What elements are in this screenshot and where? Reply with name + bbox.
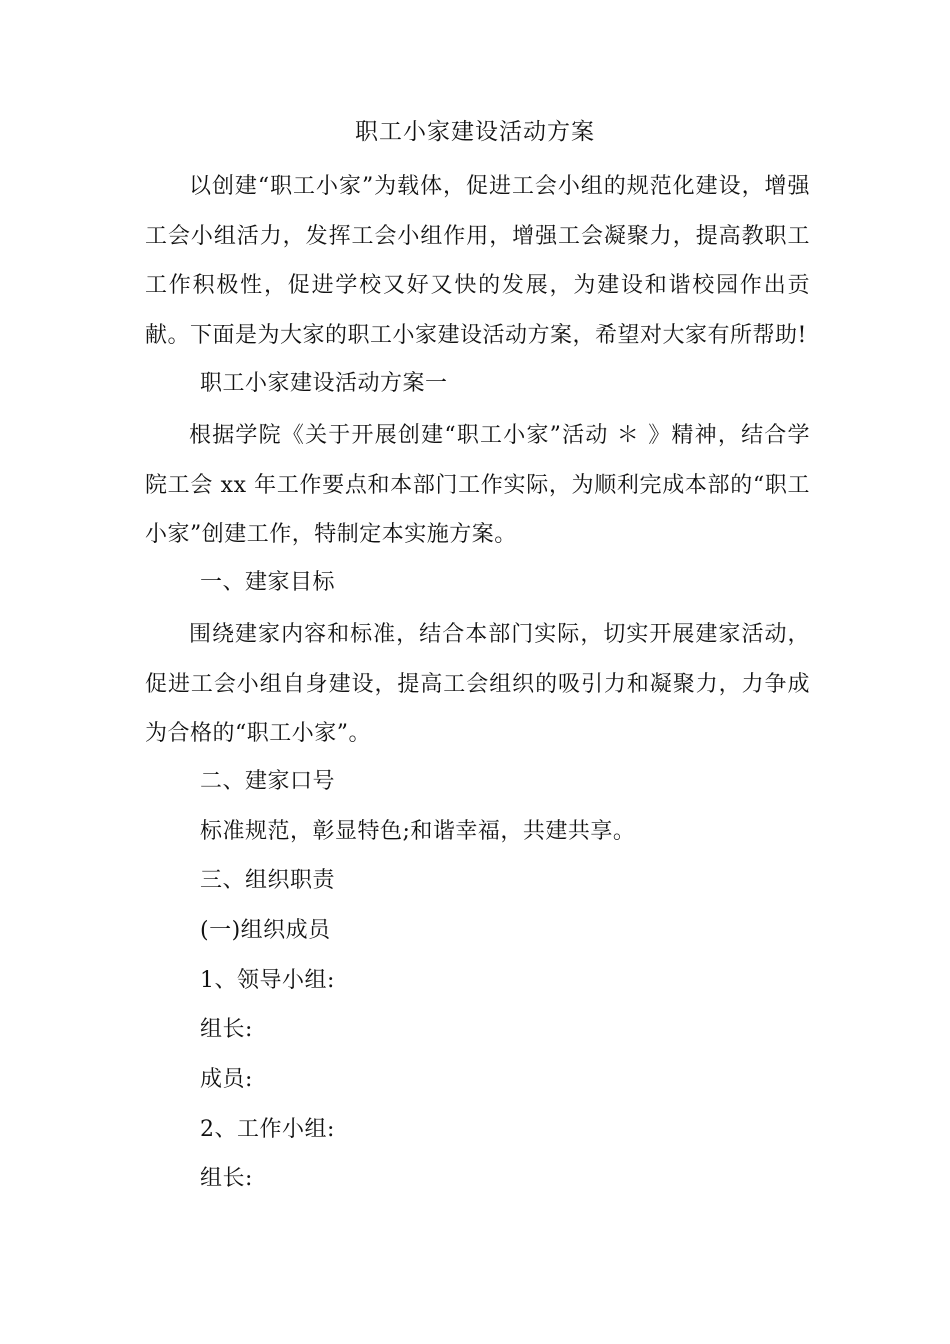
- work-group-leader-line: 组长:: [200, 1166, 253, 1191]
- goal-paragraph: 围绕建家内容和标准，结合本部门实际，切实开展建家活动，促进工会小组自身建设，提高工会组织的吸引力和凝聚力，力争成为合格的“职工小家”。: [145, 622, 810, 747]
- heading-slogan: 二、建家口号: [200, 769, 336, 794]
- leadership-leader-line: 组长:: [200, 1017, 253, 1042]
- heading-goal: 一、建家目标: [200, 570, 336, 595]
- sub-heading-members: (一)组织成员: [200, 918, 331, 943]
- slogan-text: 标准规范，彰显特色;和谐幸福，共建共享。: [200, 819, 636, 844]
- intro-paragraph: 以创建“职工小家”为载体，促进工会小组的规范化建设，增强工会小组活力，发挥工会小组作用，增强工会凝聚力，提高教职工工作积极性，促进学校又好又快的发展，为建设和谐校园作出贡献。下面是为大家的职工小家建设活动方案，希望对大家有所帮助!: [145, 174, 810, 348]
- heading-organization: 三、组织职责: [200, 868, 336, 893]
- document-title: 职工小家建设活动方案: [355, 119, 595, 145]
- leadership-members-line: 成员:: [200, 1067, 253, 1092]
- basis-paragraph: 根据学院《关于开展创建“职工小家”活动 ＊ 》精神，结合学院工会 xx 年工作要点和本部门工作实际，为顺利完成本部的“职工小家”创建工作，特制定本实施方案。: [145, 423, 810, 548]
- leadership-group-item: 1、领导小组:: [200, 968, 335, 993]
- work-group-item: 2、工作小组:: [200, 1117, 335, 1142]
- section-title: 职工小家建设活动方案一: [200, 371, 448, 396]
